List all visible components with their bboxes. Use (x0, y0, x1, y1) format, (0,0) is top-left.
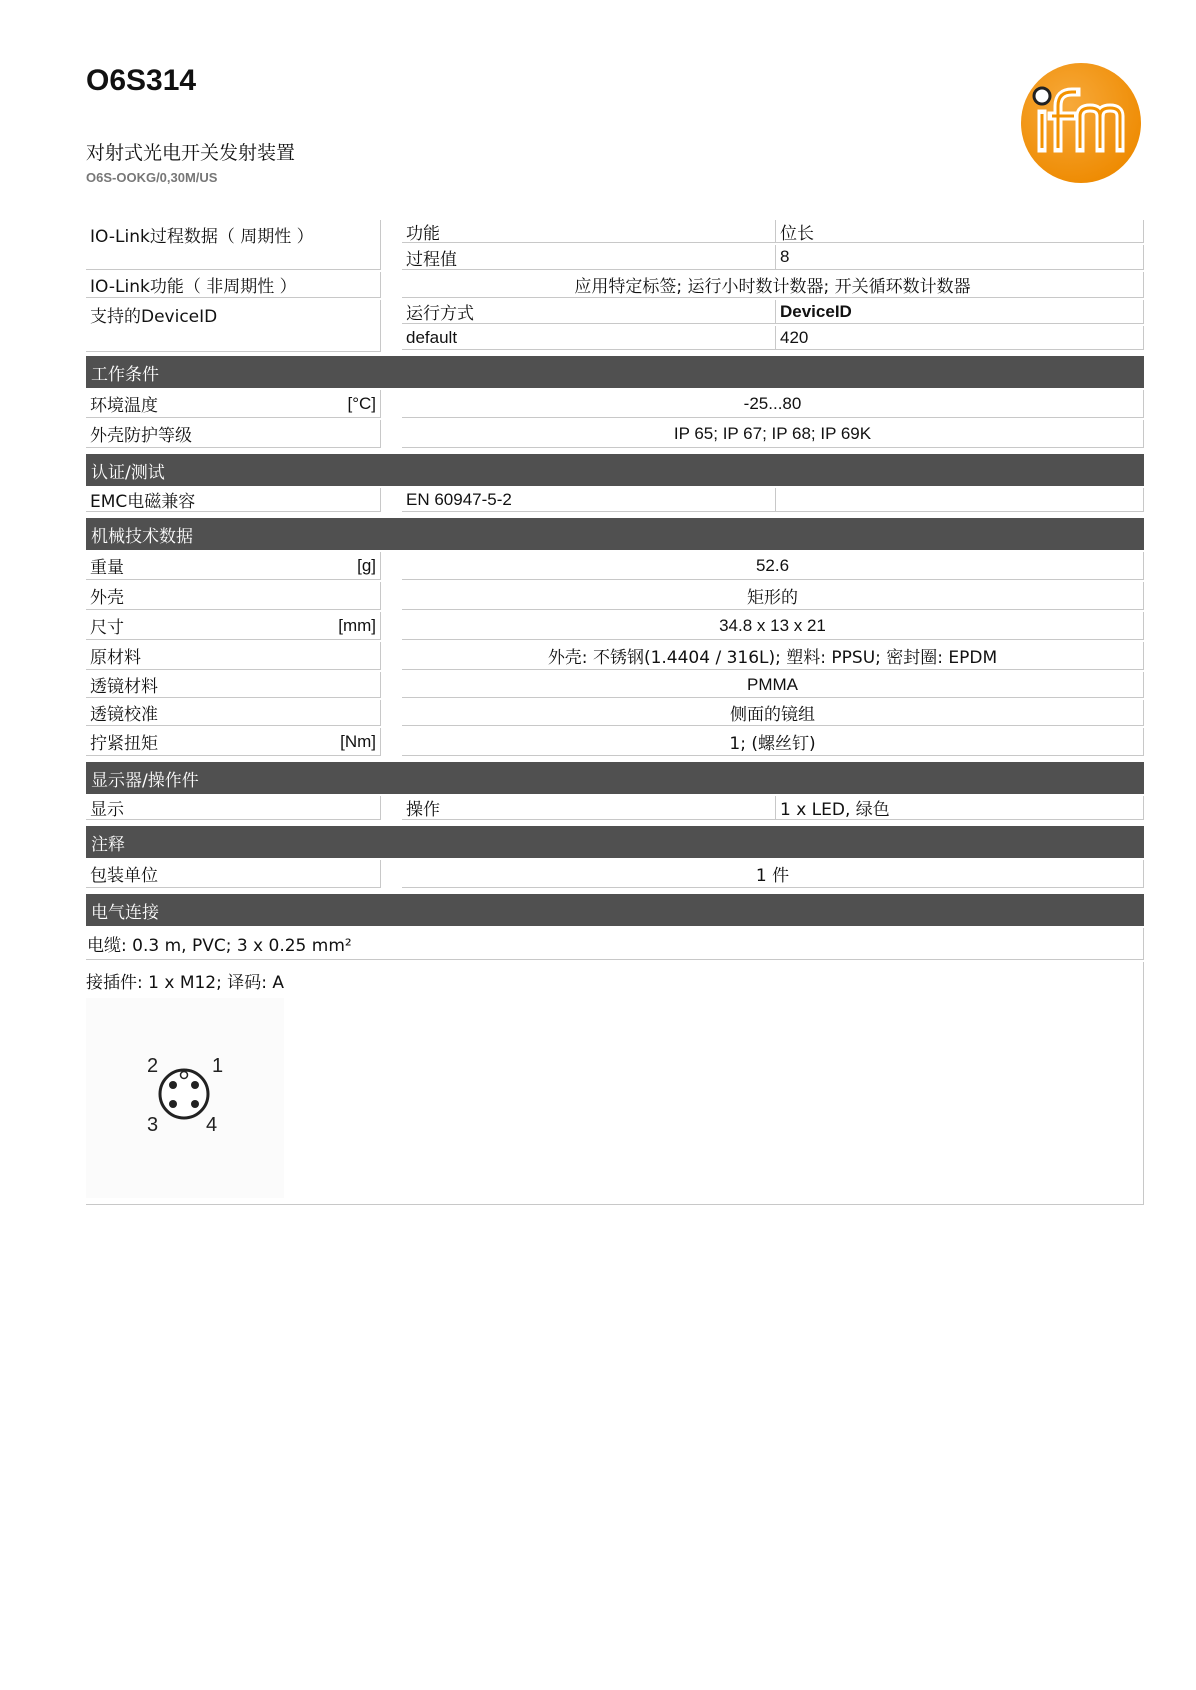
ambient-label (86, 390, 381, 418)
iolink-process-label: IO-Link过程数据（ 周期性 ） (86, 220, 381, 270)
emc-value: EN 60947-5-2 (402, 488, 776, 512)
dimensions-label-text: 尺寸 (90, 618, 124, 638)
pin-1-dot (191, 1081, 199, 1089)
packaging-label: 包装单位 (86, 860, 381, 888)
protection-row (86, 418, 1144, 448)
ambient-row (86, 388, 1144, 418)
ambient-unit: [°C] (347, 393, 376, 413)
deviceid-func: default (402, 326, 776, 350)
housing-row (86, 580, 1144, 610)
housing-label: 外壳 (86, 582, 381, 610)
dimensions-label (86, 612, 381, 640)
connector-box (86, 962, 1144, 1205)
iolink-process-func: 功能 (402, 220, 776, 243)
cable-spec: 电缆: 0.3 m, PVC; 3 x 0.25 mm² (86, 928, 1144, 960)
section-operating: 工作条件 (86, 356, 1144, 388)
ifm-logo (1020, 62, 1142, 184)
weight-unit: [g] (357, 555, 376, 575)
pin-label-4: 4 (206, 1114, 218, 1136)
datasheet (86, 218, 1144, 1205)
iolink-process-row-2 (86, 243, 1144, 270)
iolink-process-row-1 (86, 218, 1144, 247)
operation-value: 1 x LED, 绿色 (776, 796, 1144, 820)
packaging-value: 1 件 (402, 860, 1144, 888)
torque-unit: [Nm] (340, 731, 376, 751)
section-mechanical: 机械技术数据 (86, 518, 1144, 550)
product-subtitle: 对射式光电开关发射装置 (86, 142, 296, 164)
weight-row (86, 550, 1144, 580)
deviceid-func: 运行方式 (402, 300, 776, 324)
iolink-process-val: 8 (776, 245, 1144, 270)
weight-label (86, 552, 381, 580)
pin-diagram-svg (86, 998, 284, 1198)
pin-label-1: 1 (212, 1055, 224, 1077)
section-display: 显示器/操作件 (86, 762, 1144, 794)
product-title: O6S314 (86, 64, 197, 97)
torque-value: 1; (螺丝钉) (402, 728, 1144, 756)
protection-value: IP 65; IP 67; IP 68; IP 69K (402, 420, 1144, 448)
emc-row (86, 486, 1144, 512)
materials-label: 原材料 (86, 642, 381, 670)
deviceid-row-2 (86, 324, 1144, 350)
torque-label (86, 728, 381, 756)
section-tests: 认证/测试 (86, 454, 1144, 486)
packaging-row (86, 858, 1144, 888)
iolink-functions-value: 应用特定标签; 运行小时数计数器; 开关循环数计数器 (402, 272, 1144, 298)
lens-material-value: PMMA (402, 672, 1144, 698)
product-code: O6S-OOKG/0,30M/US (86, 170, 218, 185)
iolink-functions-label: IO-Link功能（ 非周期性 ） (86, 272, 381, 298)
housing-value: 矩形的 (402, 582, 1144, 610)
section-electrical: 电气连接 (86, 894, 1144, 926)
connector-pin-diagram (86, 998, 284, 1198)
coding-key (181, 1072, 188, 1079)
torque-row (86, 726, 1144, 756)
pin-3-dot (169, 1100, 177, 1108)
display-row (86, 794, 1144, 820)
iolink-process-func: 过程值 (402, 245, 776, 270)
lens-alignment-row (86, 698, 1144, 726)
dimensions-unit: [mm] (338, 615, 376, 635)
emc-label: EMC电磁兼容 (86, 488, 381, 512)
display-label: 显示 (86, 796, 381, 820)
dimensions-value: 34.8 x 13 x 21 (402, 612, 1144, 640)
lens-alignment-value: 侧面的镜组 (402, 700, 1144, 726)
ambient-label-text: 环境温度 (90, 396, 158, 416)
deviceid-label: 支持的DeviceID (86, 300, 381, 352)
deviceid-val: 420 (776, 326, 1144, 350)
lens-material-row (86, 670, 1144, 698)
lens-alignment-label: 透镜校准 (86, 700, 381, 726)
section-remarks: 注释 (86, 826, 1144, 858)
ambient-value: -25...80 (402, 390, 1144, 418)
weight-label-text: 重量 (90, 558, 124, 578)
pin-label-3: 3 (147, 1114, 159, 1136)
materials-value: 外壳: 不锈钢(1.4404 / 316L); 塑料: PPSU; 密封圈: EPDM (402, 642, 1144, 670)
deviceid-row-1 (86, 298, 1144, 327)
connector-spec: 接插件: 1 x M12; 译码: A (86, 973, 285, 993)
weight-value: 52.6 (402, 552, 1144, 580)
iolink-process-val: 位长 (776, 220, 1144, 243)
deviceid-val: DeviceID (776, 300, 1144, 324)
torque-label-text: 拧紧扭矩 (90, 734, 158, 754)
pin-label-2: 2 (147, 1055, 159, 1077)
emc-empty (776, 488, 1144, 512)
iolink-functions-row (86, 270, 1144, 298)
protection-label: 外壳防护等级 (86, 420, 381, 448)
pin-4-dot (191, 1100, 199, 1108)
pin-2-dot (169, 1081, 177, 1089)
materials-row (86, 640, 1144, 670)
lens-material-label: 透镜材料 (86, 672, 381, 698)
operation-label: 操作 (402, 796, 776, 820)
cable-row (86, 926, 1144, 960)
dimensions-row (86, 610, 1144, 640)
